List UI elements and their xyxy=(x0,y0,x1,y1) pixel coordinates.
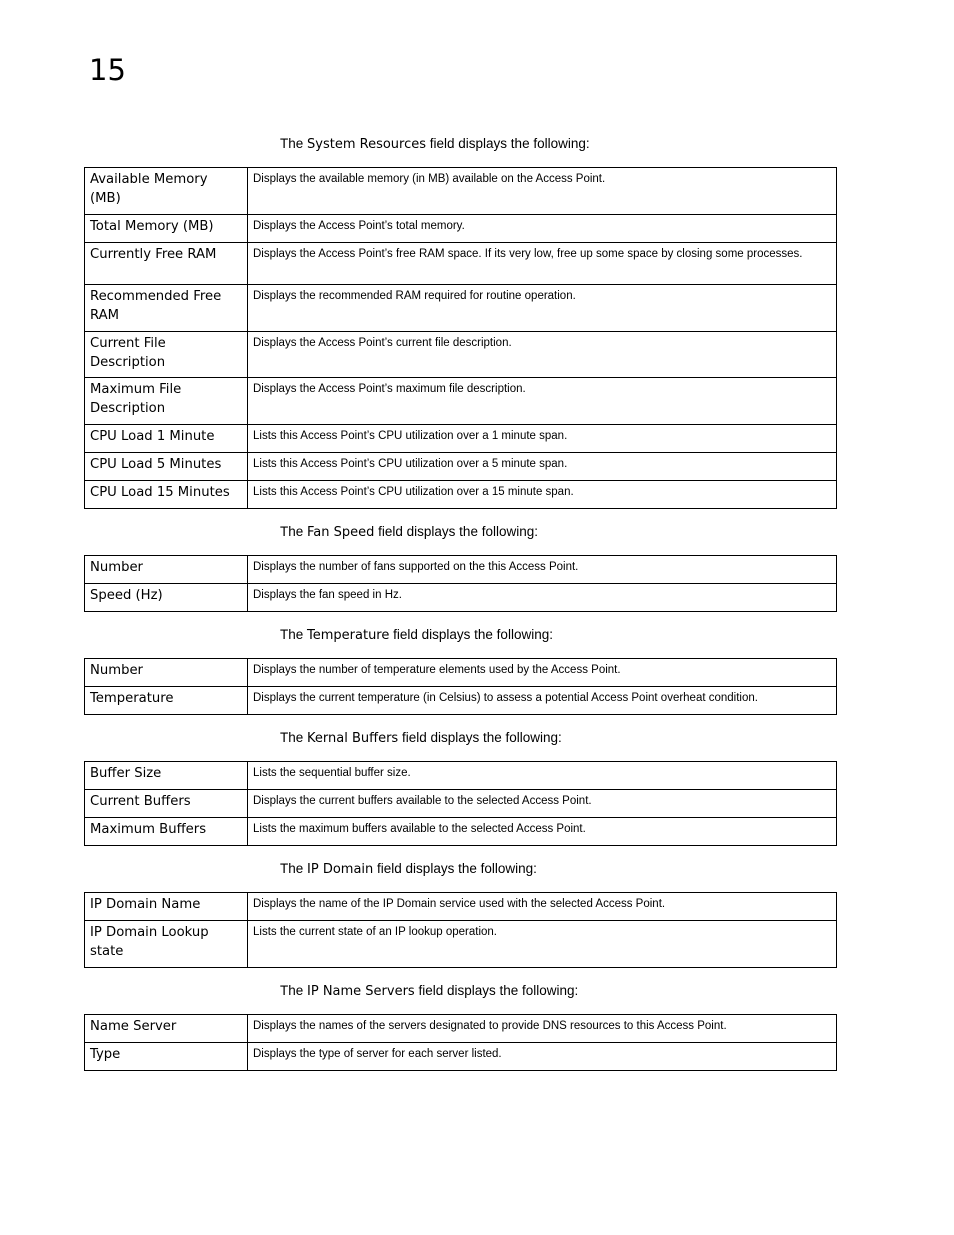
row-description: Displays the recommended RAM required for routine operation. xyxy=(248,285,837,332)
row-term: Recommended Free RAM xyxy=(85,285,248,332)
row-description: Displays the type of server for each server listed. xyxy=(248,1043,837,1071)
table-row xyxy=(85,481,837,509)
definition-table xyxy=(84,658,837,715)
row-description: Displays the Access Point’s total memory. xyxy=(248,215,837,243)
table-row xyxy=(85,584,837,612)
row-term: Currently Free RAM xyxy=(85,243,248,285)
intro-suffix: field displays the following: xyxy=(373,861,537,876)
row-term: Total Memory (MB) xyxy=(85,215,248,243)
intro-prefix: The xyxy=(280,627,308,642)
row-description: Lists the maximum buffers available to the selected Access Point. xyxy=(248,818,837,846)
row-term: Current File Description xyxy=(85,332,248,378)
row-term: Number xyxy=(85,659,248,687)
row-description: Displays the Access Point’s free RAM space. If its very low, free up some space by closing some processes. xyxy=(248,243,837,285)
section-temperature xyxy=(84,626,837,715)
row-term: Name Server xyxy=(85,1015,248,1043)
chapter-number: 15 xyxy=(89,53,126,87)
row-description: Displays the Access Point’s maximum file description. xyxy=(248,378,837,425)
table-row xyxy=(85,659,837,687)
section-system-resources xyxy=(84,135,837,509)
row-term: Type xyxy=(85,1043,248,1071)
row-description: Lists the sequential buffer size. xyxy=(248,762,837,790)
definition-table xyxy=(84,167,837,509)
intro-suffix: field displays the following: xyxy=(426,136,590,151)
row-description: Lists this Access Point’s CPU utilization over a 15 minute span. xyxy=(248,481,837,509)
table-row xyxy=(85,762,837,790)
row-term: CPU Load 15 Minutes xyxy=(85,481,248,509)
field-name: IP Name Servers xyxy=(307,984,415,999)
field-name: Kernal Buffers xyxy=(307,731,399,746)
row-description: Displays the fan speed in Hz. xyxy=(248,584,837,612)
table-row xyxy=(85,243,837,285)
row-term: IP Domain Name xyxy=(85,893,248,921)
intro-prefix: The xyxy=(280,730,308,745)
table-row xyxy=(85,215,837,243)
intro-suffix: field displays the following: xyxy=(414,983,579,998)
row-description: Displays the current buffers available to the selected Access Point. xyxy=(248,790,837,818)
row-term: Maximum Buffers xyxy=(85,818,248,846)
row-term: Available Memory (MB) xyxy=(85,168,248,215)
table-row xyxy=(85,425,837,453)
table-row xyxy=(85,921,837,968)
section-kernal-buffers xyxy=(84,729,837,846)
table-row xyxy=(85,687,837,715)
field-name: IP Domain xyxy=(307,862,374,877)
intro-suffix: field displays the following: xyxy=(389,627,553,642)
row-description: Displays the Access Point’s current file description. xyxy=(248,332,837,378)
table-row xyxy=(85,556,837,584)
section-intro xyxy=(280,523,837,541)
row-term: Maximum File Description xyxy=(85,378,248,425)
row-description: Displays the available memory (in MB) available on the Access Point. xyxy=(248,168,837,215)
row-description: Lists this Access Point’s CPU utilization over a 5 minute span. xyxy=(248,453,837,481)
field-name: System Resources xyxy=(307,137,427,152)
table-row xyxy=(85,1015,837,1043)
table-row xyxy=(85,790,837,818)
definition-table xyxy=(84,892,837,968)
row-term: CPU Load 1 Minute xyxy=(85,425,248,453)
section-fan-speed xyxy=(84,523,837,612)
intro-suffix: field displays the following: xyxy=(398,730,562,745)
section-ip-domain xyxy=(84,860,837,968)
intro-suffix: field displays the following: xyxy=(374,524,538,539)
definition-table xyxy=(84,555,837,612)
table-row xyxy=(85,285,837,332)
row-term: Temperature xyxy=(85,687,248,715)
row-description: Lists this Access Point’s CPU utilization over a 1 minute span. xyxy=(248,425,837,453)
definition-table xyxy=(84,761,837,846)
section-ip-name-servers xyxy=(84,982,837,1071)
row-description: Displays the current temperature (in Celsius) to assess a potential Access Point overheat condition. xyxy=(248,687,837,715)
row-term: Speed (Hz) xyxy=(85,584,248,612)
section-intro xyxy=(280,729,837,747)
section-intro xyxy=(280,860,837,878)
intro-prefix: The xyxy=(280,983,308,998)
definition-table xyxy=(84,1014,837,1071)
table-row xyxy=(85,453,837,481)
table-row xyxy=(85,893,837,921)
intro-prefix: The xyxy=(280,861,308,876)
intro-prefix: The xyxy=(280,136,308,151)
section-intro xyxy=(280,982,837,1000)
table-row xyxy=(85,378,837,425)
table-row xyxy=(85,332,837,378)
row-description: Lists the current state of an IP lookup operation. xyxy=(248,921,837,968)
field-name: Temperature xyxy=(307,628,390,643)
section-intro xyxy=(280,135,837,153)
table-row xyxy=(85,1043,837,1071)
row-term: Current Buffers xyxy=(85,790,248,818)
row-description: Displays the names of the servers designated to provide DNS resources to this Access Point. xyxy=(248,1015,837,1043)
row-description: Displays the number of temperature elements used by the Access Point. xyxy=(248,659,837,687)
intro-prefix: The xyxy=(280,524,308,539)
row-description: Displays the name of the IP Domain service used with the selected Access Point. xyxy=(248,893,837,921)
section-intro xyxy=(280,626,837,644)
row-term: Buffer Size xyxy=(85,762,248,790)
table-row xyxy=(85,168,837,215)
row-description: Displays the number of fans supported on the this Access Point. xyxy=(248,556,837,584)
field-name: Fan Speed xyxy=(307,525,375,540)
row-term: CPU Load 5 Minutes xyxy=(85,453,248,481)
table-row xyxy=(85,818,837,846)
row-term: Number xyxy=(85,556,248,584)
row-term: IP Domain Lookup state xyxy=(85,921,248,968)
